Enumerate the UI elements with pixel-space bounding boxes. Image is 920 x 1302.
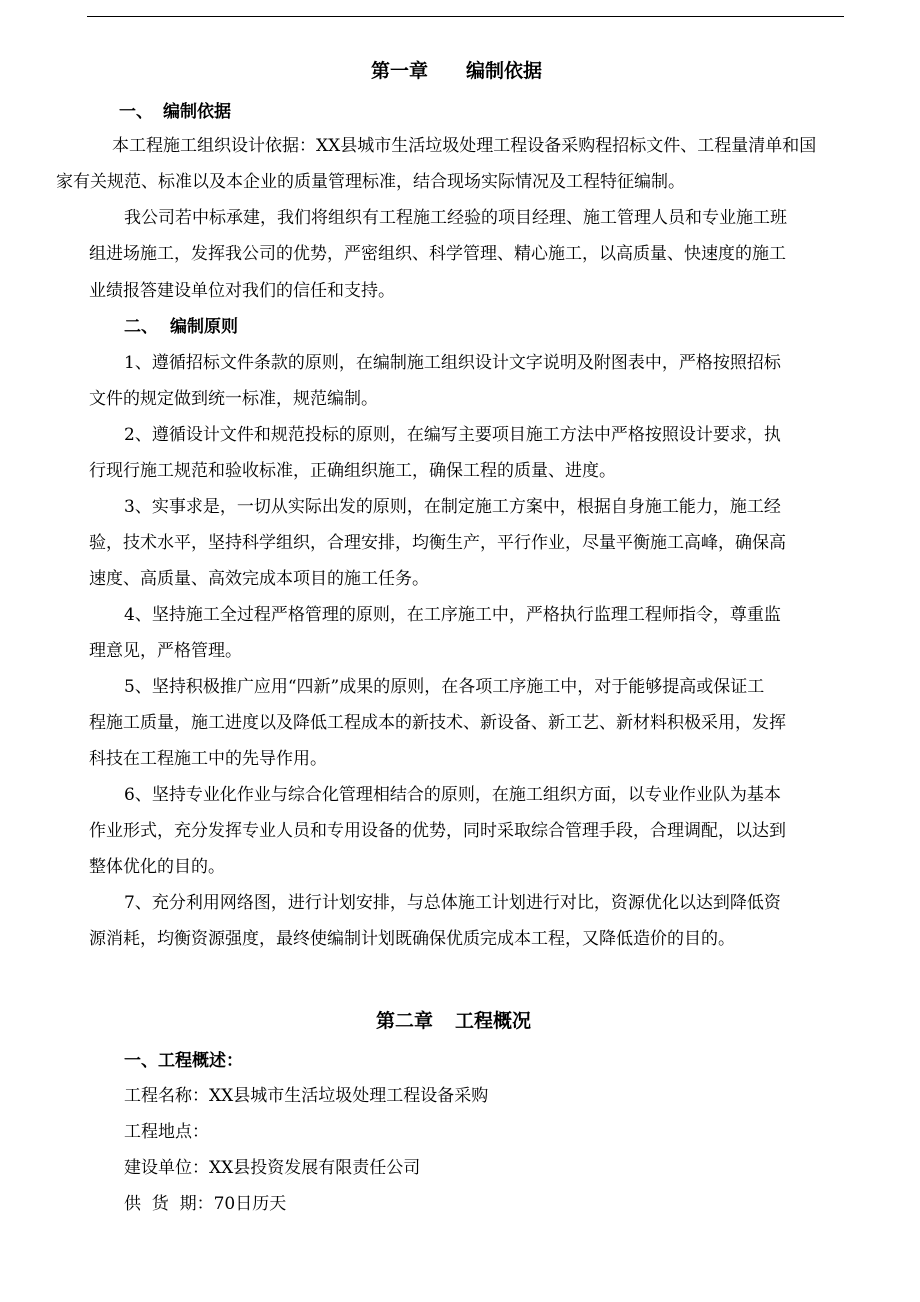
section-1-title: 编制依据 <box>163 102 231 122</box>
builder-unit-field: 建设单位：XX县投资发展有限责任公司 <box>124 1158 421 1178</box>
principle-line: 验，技术水平，坚持科学组织，合理安排，均衡生产，平行作业，尽量平衡施工高峰，确保高 <box>89 533 786 553</box>
principle-line: 程施工质量，施工进度以及降低工程成本的新技术、新设备、新工艺、新材料积极采用，发挥 <box>89 713 786 733</box>
principle-line: 理意见，严格管理。 <box>89 641 242 661</box>
paragraph-line: 我公司若中标承建，我们将组织有工程施工经验的项目经理、施工管理人员和专业施工班 <box>124 208 787 228</box>
chapter-1-label: 第一章 <box>371 60 429 82</box>
principle-line: 5、坚持积极推广应用“四新”成果的原则，在各项工序施工中，对于能够提高或保证工 <box>124 677 765 697</box>
principle-line: 行现行施工规范和验收标准，正确组织施工，确保工程的质量、进度。 <box>89 461 616 481</box>
chapter-2-label: 第二章 <box>376 1010 434 1032</box>
principle-line: 文件的规定做到统一标准，规范编制。 <box>89 389 378 409</box>
chapter-1-heading <box>371 58 542 84</box>
project-location-field: 工程地点： <box>124 1122 209 1142</box>
principle-line: 7、充分利用网络图，进行计划安排，与总体施工计划进行对比，资源优化以达到降低资 <box>124 893 781 913</box>
chapter-2-heading <box>376 1008 531 1034</box>
paragraph-line: 组进场施工，发挥我公司的优势，严密组织、科学管理、精心施工，以高质量、快速度的施工 <box>89 244 786 264</box>
principle-line: 源消耗，均衡资源强度，最终使编制计划既确保优质完成本工程，又降低造价的目的。 <box>89 929 735 949</box>
principle-line: 4、坚持施工全过程严格管理的原则，在工序施工中，严格执行监理工程师指令，尊重监 <box>124 605 781 625</box>
section-2-title: 编制原则 <box>170 317 238 337</box>
chapter-2-title: 工程概况 <box>455 1010 532 1032</box>
delivery-period-field: 供 货 期：70日历天 <box>124 1194 287 1214</box>
principle-line: 速度、高质量、高效完成本项目的施工任务。 <box>89 569 429 589</box>
header-rule <box>87 16 844 17</box>
paragraph-line: 本工程施工组织设计依据：XX县城市生活垃圾处理工程设备采购程招标文件、工程量清单和国 <box>112 136 817 156</box>
section-3-heading: 一、工程概述： <box>124 1051 243 1071</box>
section-2-heading <box>124 315 238 339</box>
chapter-1-title: 编制依据 <box>466 60 543 82</box>
principle-line: 3、实事求是，一切从实际出发的原则，在制定施工方案中，根据自身施工能力，施工经 <box>124 497 781 517</box>
paragraph-line: 业绩报答建设单位对我们的信任和支持。 <box>89 281 395 301</box>
section-1-heading <box>119 100 231 124</box>
section-2-number: 二、 <box>124 317 158 337</box>
project-name-field: 工程名称：XX县城市生活垃圾处理工程设备采购 <box>124 1086 489 1106</box>
principle-line: 整体优化的目的。 <box>89 857 225 877</box>
principle-line: 作业形式，充分发挥专业人员和专用设备的优势，同时采取综合管理手段，合理调配，以达到 <box>89 821 786 841</box>
paragraph-line: 家有关规范、标准以及本企业的质量管理标准，结合现场实际情况及工程特征编制。 <box>56 172 685 192</box>
principle-line: 科技在工程施工中的先导作用。 <box>89 749 327 769</box>
section-1-number: 一、 <box>119 102 153 122</box>
principle-line: 2、遵循设计文件和规范投标的原则，在编写主要项目施工方法中严格按照设计要求，执 <box>124 425 781 445</box>
principle-line: 6、坚持专业化作业与综合化管理相结合的原则，在施工组织方面，以专业作业队为基本 <box>124 785 781 805</box>
principle-line: 1、遵循招标文件条款的原则，在编制施工组织设计文字说明及附图表中，严格按照招标 <box>124 353 781 373</box>
